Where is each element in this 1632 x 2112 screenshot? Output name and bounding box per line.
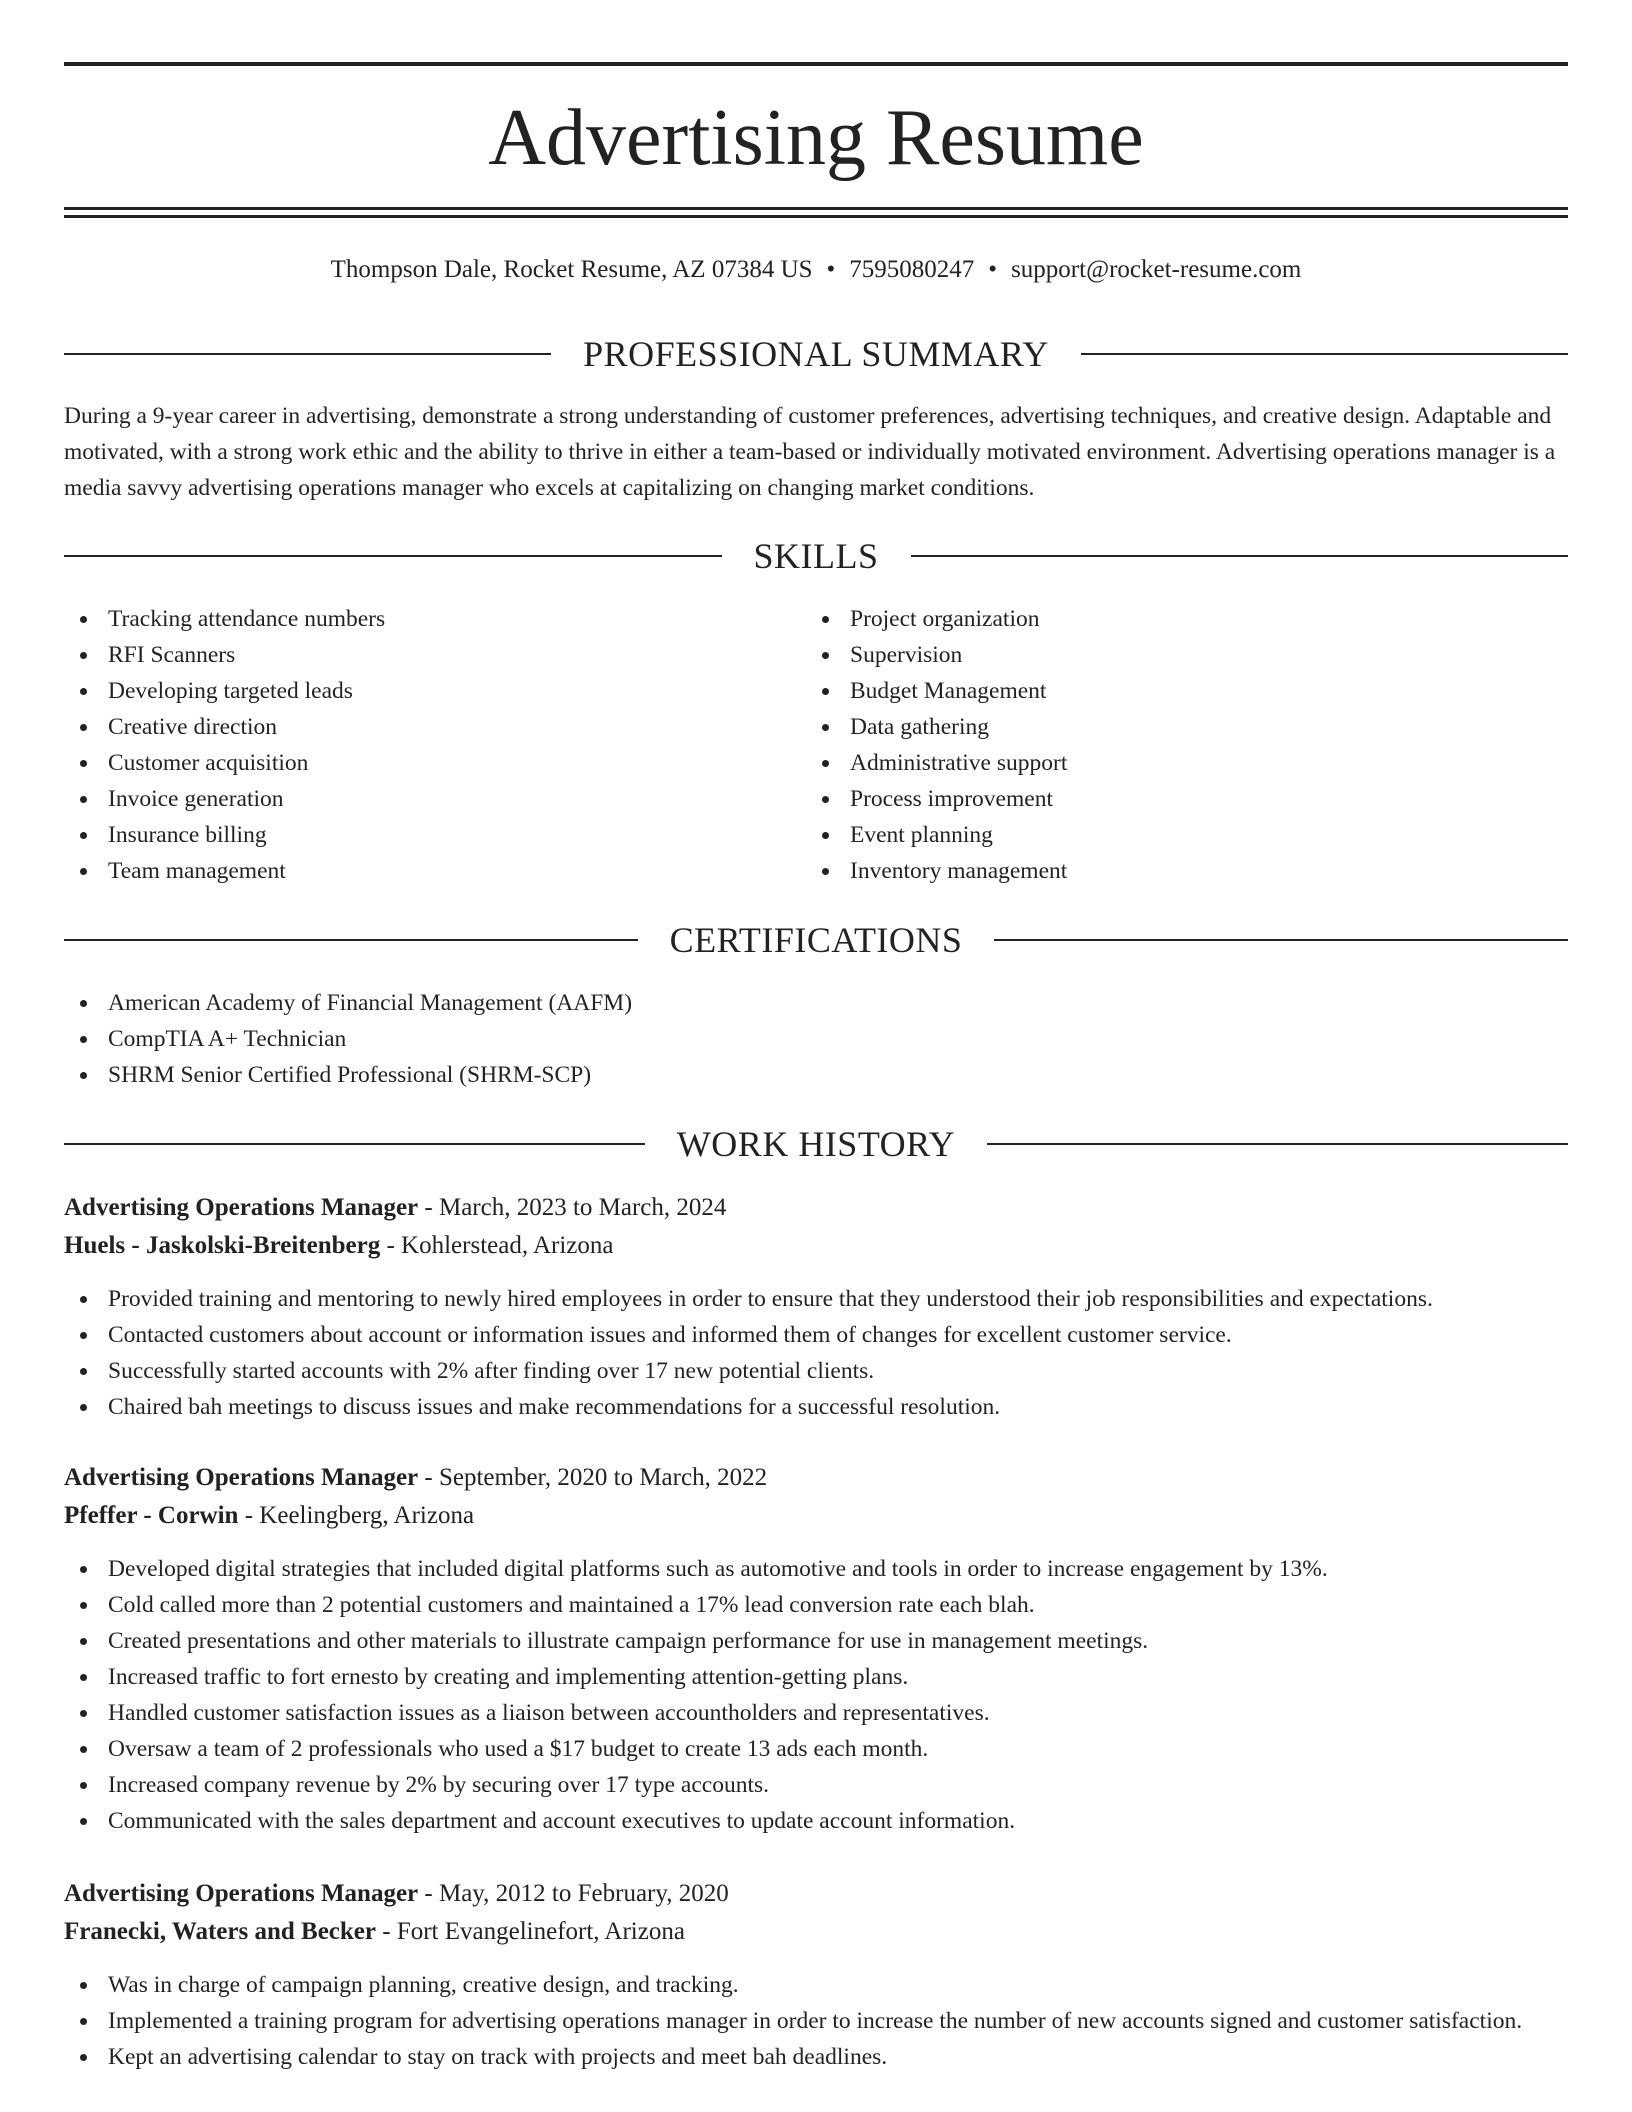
contact-line <box>64 252 1568 288</box>
divider <box>64 1143 645 1145</box>
job-entry <box>64 1875 1568 2075</box>
contact-separator: • <box>826 256 836 283</box>
skills-list-left <box>64 601 764 889</box>
list-item: Successfully started accounts with 2% after finding over 17 new potential clients. <box>64 1353 1568 1389</box>
job-location: - Keelingberg, Arizona <box>238 1502 475 1529</box>
list-item: Implemented a training program for advertising operations manager in order to increase the number of new accounts signed and customer satisfaction. <box>64 2003 1568 2039</box>
divider <box>987 1143 1568 1145</box>
list-item: Chaired bah meetings to discuss issues and make recommendations for a successful resolution. <box>64 1389 1568 1425</box>
list-item: Developing targeted leads <box>64 673 764 709</box>
list-item: Increased company revenue by 2% by securing over 17 type accounts. <box>64 1767 1568 1803</box>
section-header-summary <box>64 332 1568 376</box>
job-title: Advertising Operations Manager <box>64 1194 419 1221</box>
section-header-skills <box>64 534 1568 578</box>
list-item: Insurance billing <box>64 817 764 853</box>
list-item: SHRM Senior Certified Professional (SHRM-SCP) <box>64 1057 1568 1093</box>
summary-text: During a 9-year career in advertising, demonstrate a strong understanding of customer preferences, advertising techniques, and creative design. Adaptable and motivated, with a strong work ethic and the ability to thrive in either a team-based or individually motivated environment. Advertising operations manager is a media savvy advertising operations manager who excels at capitalizing on changing market conditions. <box>64 403 1556 501</box>
list-item: Customer acquisition <box>64 745 764 781</box>
list-item: Communicated with the sales department and account executives to update account information. <box>64 1803 1568 1839</box>
list-item: Oversaw a team of 2 professionals who used a $17 budget to create 13 ads each month. <box>64 1731 1568 1767</box>
list-item: Data gathering <box>806 709 1506 745</box>
list-item: Creative direction <box>64 709 764 745</box>
job-company: Pfeffer - Corwin <box>64 1502 239 1529</box>
list-item: Supervision <box>806 637 1506 673</box>
list-item: Administrative support <box>806 745 1506 781</box>
job-bullets <box>64 1551 1568 1839</box>
job-company: Franecki, Waters and Becker <box>64 1918 376 1945</box>
list-item: Inventory management <box>806 853 1506 889</box>
list-item: Team management <box>64 853 764 889</box>
section-header-certifications <box>64 918 1568 962</box>
list-item: American Academy of Financial Management (AAFM) <box>64 985 1568 1021</box>
contact-email[interactable]: support@rocket-resume.com <box>1011 256 1302 283</box>
list-item: Was in charge of campaign planning, creative design, and tracking. <box>64 1967 1568 2003</box>
list-item: Project organization <box>806 601 1506 637</box>
list-item: CompTIA A+ Technician <box>64 1021 1568 1057</box>
skills-list-right <box>806 601 1506 889</box>
list-item: Increased traffic to fort ernesto by creating and implementing attention-getting plans. <box>64 1659 1568 1695</box>
divider <box>64 555 722 557</box>
job-dates: - March, 2023 to March, 2024 <box>418 1194 727 1221</box>
job-location: - Fort Evangelinefort, Arizona <box>376 1918 685 1945</box>
list-item: Provided training and mentoring to newly hired employees in order to ensure that they understood their job responsibilities and expectations. <box>64 1281 1568 1317</box>
job-company-line <box>64 1913 1568 1951</box>
double-rule <box>64 207 1568 218</box>
list-item: Event planning <box>806 817 1506 853</box>
job-title-line <box>64 1189 1568 1227</box>
list-item: Process improvement <box>806 781 1506 817</box>
contact-phone: 7595080247 <box>849 256 975 283</box>
divider <box>64 939 638 941</box>
job-title: Advertising Operations Manager <box>64 1464 419 1491</box>
job-company-line <box>64 1497 1568 1535</box>
job-title-line <box>64 1875 1568 1913</box>
list-item: Budget Management <box>806 673 1506 709</box>
list-item: Kept an advertising calendar to stay on track with projects and meet bah deadlines. <box>64 2039 1568 2075</box>
section-header-work-history <box>64 1122 1568 1166</box>
divider <box>1081 353 1568 355</box>
job-entry <box>64 1459 1568 1839</box>
divider <box>994 939 1568 941</box>
section-title: SKILLS <box>753 536 879 576</box>
contact-address: Thompson Dale, Rocket Resume, AZ 07384 US <box>330 256 813 283</box>
list-item: Created presentations and other materials to illustrate campaign performance for use in management meetings. <box>64 1623 1568 1659</box>
section-title: CERTIFICATIONS <box>669 920 963 960</box>
section-title: PROFESSIONAL SUMMARY <box>583 334 1049 374</box>
divider <box>64 353 551 355</box>
list-item: Contacted customers about account or information issues and informed them of changes for excellent customer service. <box>64 1317 1568 1353</box>
job-title: Advertising Operations Manager <box>64 1880 419 1907</box>
job-bullets <box>64 1281 1568 1425</box>
job-title-line <box>64 1459 1568 1497</box>
job-entry <box>64 1189 1568 1425</box>
list-item: Cold called more than 2 potential customers and maintained a 17% lead conversion rate each blah. <box>64 1587 1568 1623</box>
top-rule <box>64 62 1568 66</box>
divider <box>911 555 1569 557</box>
job-location: - Kohlerstead, Arizona <box>380 1232 614 1259</box>
job-company: Huels - Jaskolski-Breitenberg <box>64 1232 381 1259</box>
list-item: RFI Scanners <box>64 637 764 673</box>
list-item: Handled customer satisfaction issues as a liaison between accountholders and representatives. <box>64 1695 1568 1731</box>
page-title: Advertising Resume <box>488 94 1144 182</box>
list-item: Invoice generation <box>64 781 764 817</box>
list-item: Tracking attendance numbers <box>64 601 764 637</box>
section-title: WORK HISTORY <box>676 1124 956 1164</box>
contact-separator: • <box>988 256 998 283</box>
certifications-list <box>64 985 1568 1093</box>
list-item: Developed digital strategies that included digital platforms such as automotive and tools in order to increase engagement by 13%. <box>64 1551 1568 1587</box>
job-company-line <box>64 1227 1568 1265</box>
job-dates: - May, 2012 to February, 2020 <box>418 1880 729 1907</box>
job-bullets <box>64 1967 1568 2075</box>
job-dates: - September, 2020 to March, 2022 <box>418 1464 768 1491</box>
